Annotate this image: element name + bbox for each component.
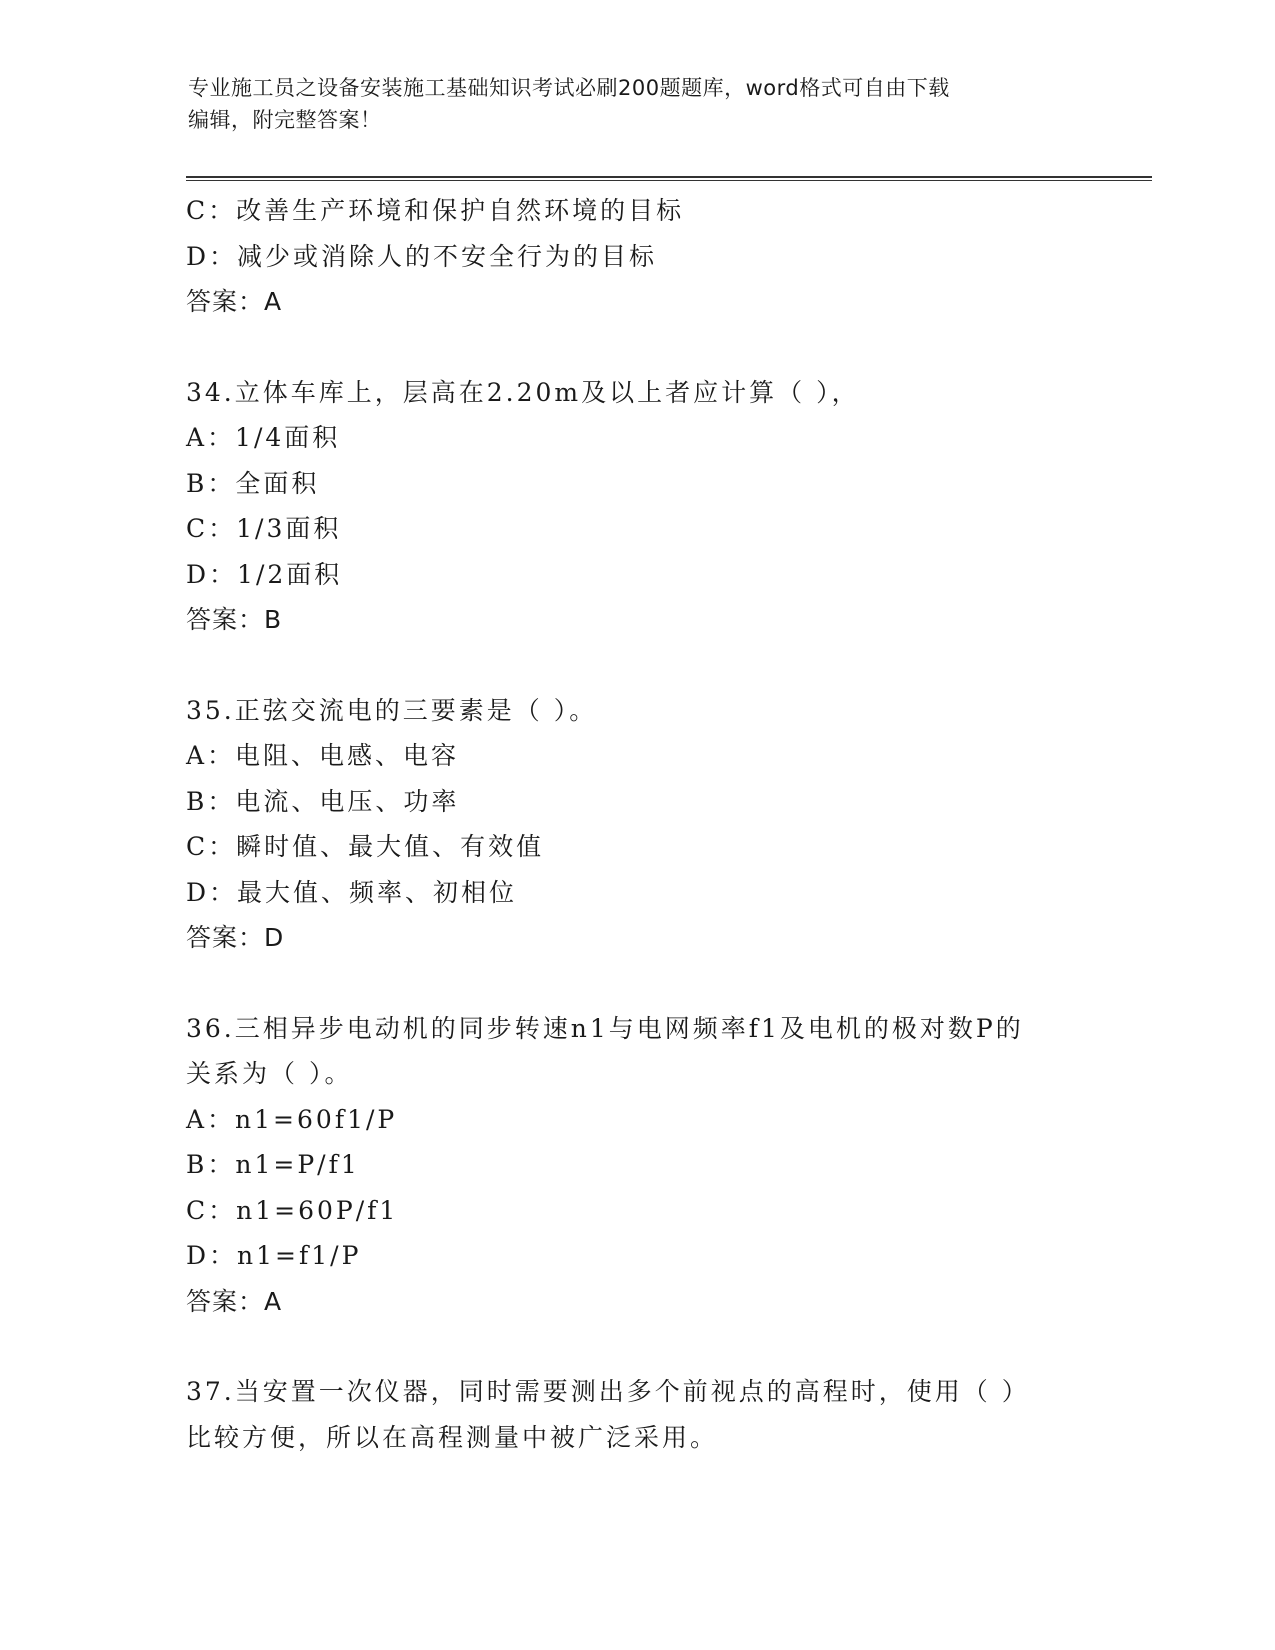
option-c: C：n1=60P/f1: [186, 1195, 399, 1225]
option-d: D：减少或消除人的不安全行为的目标: [186, 241, 658, 271]
option-b: B：电流、电压、功率: [186, 786, 460, 816]
question-33-tail: [186, 188, 1086, 325]
question-text: 35.正弦交流电的三要素是（ ）。: [186, 695, 598, 725]
option-b: B：n1=P/f1: [186, 1150, 360, 1179]
header-divider: [186, 176, 1152, 181]
question-text-line-2: 比较方便，所以在高程测量中被广泛采用。: [186, 1422, 719, 1452]
answer-line: 答案：A: [186, 287, 283, 316]
document-header: [188, 72, 1068, 136]
question-35: [186, 688, 1086, 961]
option-a: A：电阻、电感、电容: [186, 741, 460, 770]
question-text-line-1: 36.三相异步电动机的同步转速n1与电网频率f1及电机的极对数P的: [186, 1013, 1024, 1043]
question-text-line-2: 关系为（ ）。: [186, 1059, 353, 1088]
option-d: D：1/2面积: [186, 559, 343, 589]
question-36: [186, 1006, 1086, 1325]
answer-line: 答案：D: [186, 923, 285, 952]
option-a: A：1/4面积: [186, 423, 341, 452]
option-d: D：n1=f1/P: [186, 1241, 362, 1270]
option-c: C：改善生产环境和保护自然环境的目标: [186, 196, 685, 225]
question-text: 34.立体车库上，层高在2.20m及以上者应计算（ ），: [186, 377, 860, 407]
option-c: C：1/3面积: [186, 514, 342, 543]
answer-line: 答案：B: [186, 605, 283, 634]
option-b: B：全面积: [186, 468, 320, 498]
answer-line: 答案：A: [186, 1286, 283, 1316]
question-34: [186, 370, 1086, 643]
header-title-line-2: 编辑，附完整答案！: [188, 108, 382, 132]
option-c: C：瞬时值、最大值、有效值: [186, 832, 545, 861]
option-d: D：最大值、频率、初相位: [186, 877, 518, 907]
header-title-line-1: 专业施工员之设备安装施工基础知识考试必刷200题题库，word格式可自由下载: [188, 76, 950, 100]
document-body: [186, 188, 1086, 1460]
option-a: A：n1=60f1/P: [186, 1104, 398, 1134]
question-37: [186, 1369, 1086, 1460]
question-text-line-1: 37.当安置一次仪器，同时需要测出多个前视点的高程时，使用（ ）: [186, 1377, 1030, 1406]
